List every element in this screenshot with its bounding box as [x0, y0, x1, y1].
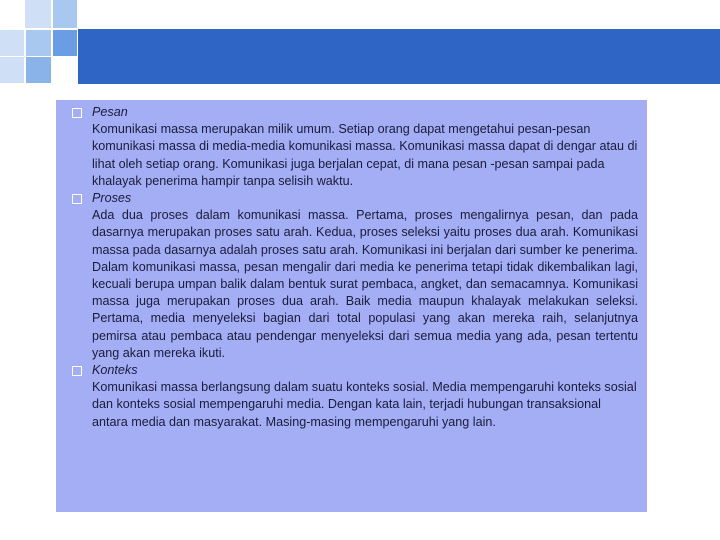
- decorative-square: [26, 30, 51, 56]
- decorative-square: [26, 57, 51, 83]
- list-item: [72, 362, 638, 431]
- square-bullet-icon: [72, 366, 82, 376]
- title-bar: [78, 29, 720, 84]
- slide-content: [72, 104, 638, 431]
- item-text: Komunikasi massa merupakan milik umum. Setiap orang dapat mengetahui pesan-pesan komunikasi massa di media-media komunikasi massa. Komunikasi massa dapat di dengar atau di lihat oleh setiap orang. Komunikasi juga berjalan cepat, di mana pesan -pesan sampai pada khalayak penerima hampir tanpa selisih waktu.: [92, 122, 638, 188]
- decorative-square: [53, 30, 77, 56]
- item-text: Ada dua proses dalam komunikasi massa. Pertama, proses mengalirnya pesan, dan pada dasarnya merupakan proses satu arah. Kedua, proses seleksi yaitu proses dua arah. Komunikasi massa pada dasarnya adalah proses satu arah. Komunikasi ini berjalan dari sumber ke penerima. Dalam komunikasi massa, pesan mengalir dari media ke penerima tetapi tidak dikembalikan lagi, kecuali berupa umpan balik dalam bentuk surat pembaca, angket, dan semacamnya. Komunikasi massa juga merupakan proses dua arah. Baik media maupun khalayak melakukan seleksi. Pertama, media menyeleksi bagian dari total populasi yang akan mereka raih, selanjutnya pemirsa atau pembaca atau pendengar menyeleksi dari semua media yang ada, pesan tertentu yang akan mereka ikuti.: [92, 208, 638, 360]
- item-heading: Proses: [92, 191, 132, 206]
- decorative-square: [53, 0, 77, 28]
- item-heading: Konteks: [92, 363, 138, 378]
- list-item: [72, 190, 638, 362]
- decorative-square: [0, 30, 24, 56]
- decorative-square: [25, 0, 51, 28]
- item-text: Komunikasi massa berlangsung dalam suatu konteks sosial. Media mempengaruhi konteks sosial dan konteks sosial mempengaruhi media. Dengan kata lain, terjadi hubungan transaksional antara media dan masyarakat. Masing-masing mempengaruhi yang lain.: [92, 380, 637, 429]
- square-bullet-icon: [72, 108, 82, 118]
- item-heading: Pesan: [92, 105, 128, 119]
- decorative-square: [0, 57, 24, 83]
- square-bullet-icon: [72, 194, 82, 204]
- list-item: [72, 104, 638, 190]
